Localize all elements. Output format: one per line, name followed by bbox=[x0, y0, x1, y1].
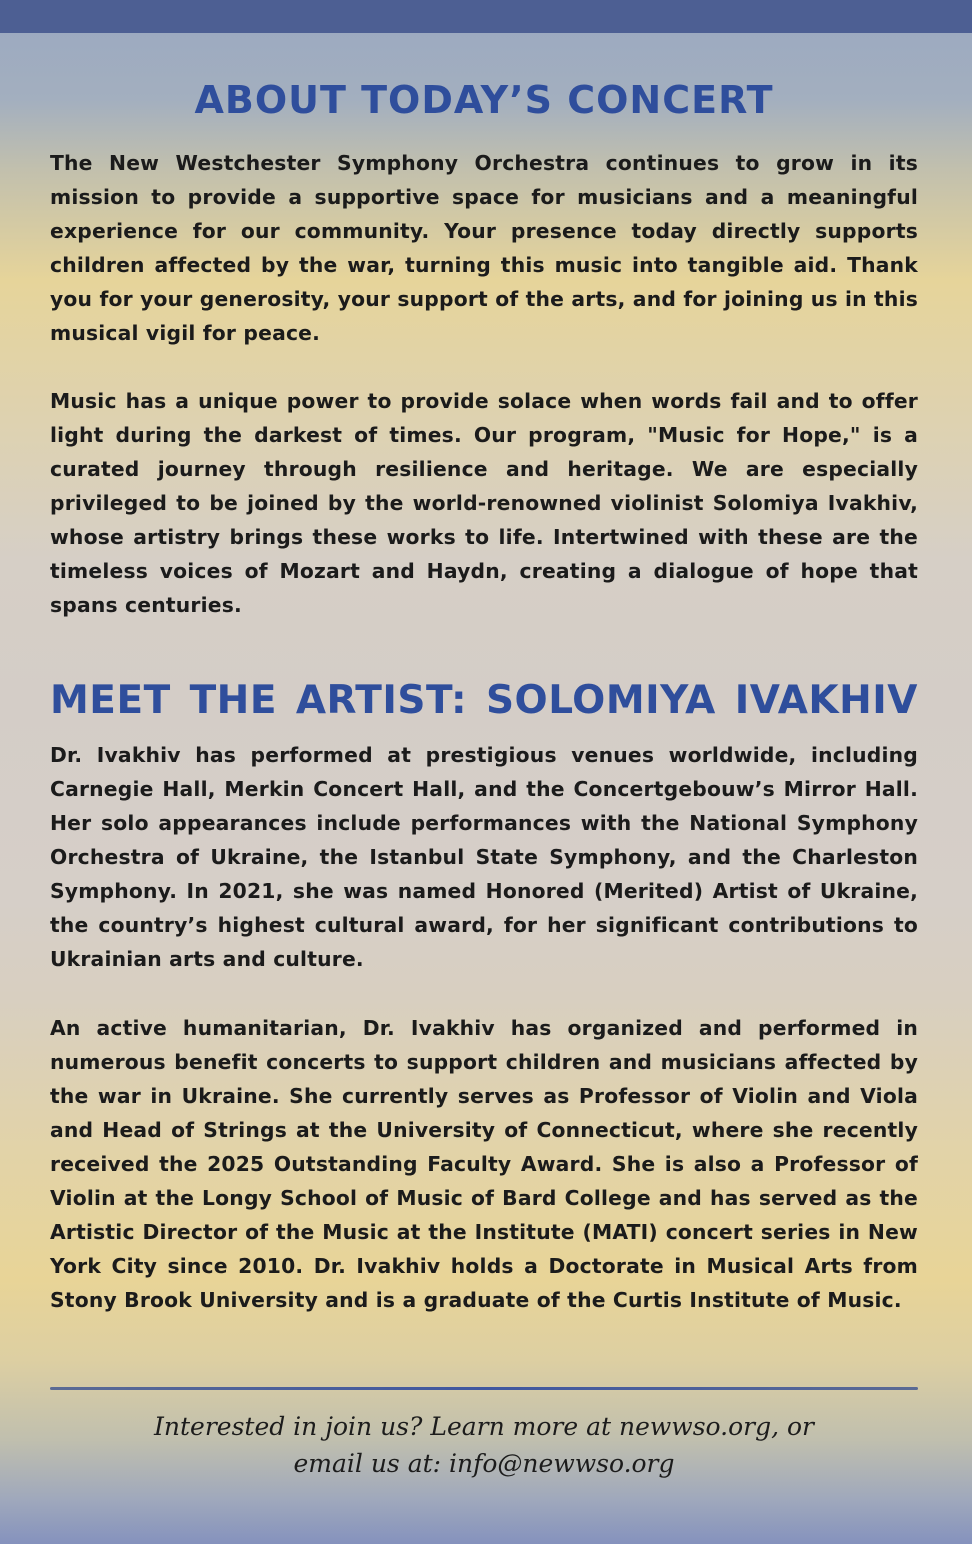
artist-paragraph-1: Dr. Ivakhiv has performed at prestigious venues worldwide, including Carnegie Hall, Merkin Concert Hall, and the Concertgebouw’s Mirror Hall. Her solo appearances include performances with the National Symphony Orchestra of Ukraine, the Istanbul State Symphony, and the Charleston Symphony. In 2021, she was named Honored (Merited) Artist of Ukraine, the country’s highest cultural award, for her significant contributions to Ukrainian arts and culture. bbox=[50, 743, 918, 971]
footer-line-2: email us at: info@newwso.org bbox=[293, 1449, 675, 1478]
about-concert-heading: ABOUT TODAY’S CONCERT bbox=[194, 78, 774, 122]
meet-artist-heading: MEET THE ARTIST: SOLOMIYA IVAKHIV bbox=[50, 678, 918, 723]
footer-divider bbox=[50, 1387, 918, 1390]
artist-paragraph-2: An active humanitarian, Dr. Ivakhiv has organized and performed in numerous benefit concerts to support children and musicians affected by the war in Ukraine. She currently serves as Professor of Violin and Viola and Head of Strings at the University of Connecticut, where she recently received the 2025 Outstanding Faculty Award. She is also a Professor of Violin at the Longy School of Music of Bard College and has served as the Artistic Director of the Music at the Institute (MATI) concert series in New York City since 2010. Dr. Ivakhiv holds a Doctorate in Musical Arts from Stony Brook University and is a graduate of the Curtis Institute of Music. bbox=[50, 1016, 918, 1312]
footer-contact bbox=[50, 1408, 918, 1482]
about-paragraph-2: Music has a unique power to provide solace when words fail and to offer light during the darkest of times. Our program, "Music for Hope," is a curated journey through resilience and heritage. We are especially privileged to be joined by the world-renowned violinist Solomiya Ivakhiv, whose artistry brings these works to life. Intertwined with these are the timeless voices of Mozart and Haydn, creating a dialogue of hope that spans centuries. bbox=[50, 389, 918, 617]
footer-line-1: Interested in join us? Learn more at newwso.org, or bbox=[154, 1412, 814, 1441]
top-banner-bar bbox=[0, 0, 972, 33]
about-paragraph-1: The New Westchester Symphony Orchestra continues to grow in its mission to provide a supportive space for musicians and a meaningful experience for our community. Your presence today directly supports children affected by the war, turning this music into tangible aid. Thank you for your generosity, your support of the arts, and for joining us in this musical vigil for peace. bbox=[50, 151, 918, 345]
